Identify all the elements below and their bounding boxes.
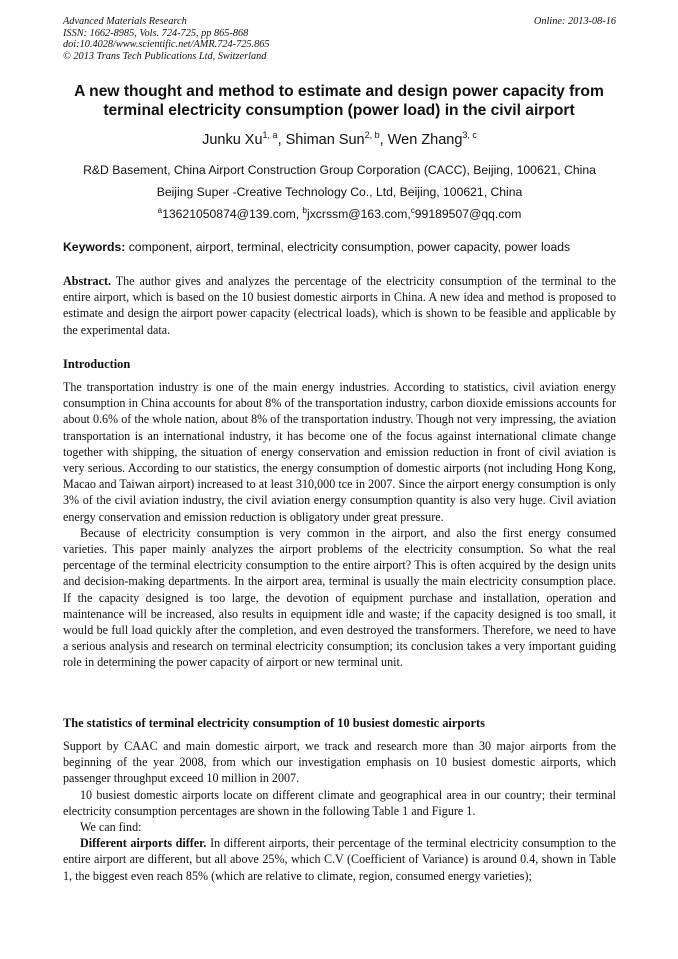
introduction-body [63,379,616,671]
author-separator: , [277,131,286,148]
statistics-paragraph [63,835,616,884]
author-affiliation-mark: 1, a [262,130,278,140]
statistics-paragraph: 10 busiest domestic airports locate on different climate and geographical area in our country; their terminal electricity consumption percentages are shown in the following Table 1 and Figure 1. [63,787,616,818]
statistics-heading: The statistics of terminal electricity consumption of 10 busiest domestic airports [63,716,485,730]
author-name: Junku Xu [202,131,263,148]
introduction-heading: Introduction [63,357,131,371]
author-separator: , [379,131,388,148]
journal-header [63,16,616,62]
author-name: Wen Zhang [387,131,463,148]
finding-text: In different airports, their percentage of the terminal electricity consumption to the entire airport are different, but all above 25%, which C.V (Coefficient of Variance) is around 0.4, shown in Table 1, the biggest even reach 85% (which are relative to climate, region, consumed energy varieties); [63,836,616,883]
keywords [63,240,616,254]
journal-name: Advanced Materials Research [63,16,187,27]
email: 99189507@qq.com [414,207,522,222]
online-date: Online: 2013-08-16 [533,16,616,27]
journal-issn: ISSN: 1662-8985, Vols. 724-725, pp 865-868 [63,27,249,39]
introduction-paragraph: Because of electricity consumption is very common in the airport, and also the first energy consumed varieties. This paper mainly analyzes the airport problems of the electricity consumption. So what the real percentage of the terminal electricity consumption to the entire airport? This is often acquired by the design units and decision-making departments. In the airport area, terminal is usually the main electricity consumption place. If the capacity designed is too large, the devotion of equipment purchase and installation, operation and maintenance will be increased, also results in equipment idle and waste; if the capacity designed is too small, it would be full load quickly after the completion, and even destroyed the transformers. Therefore, we need to have a serious analysis and research on terminal electricity consumption; its conclusion takes a very important guiding role in determining the power capacity of airport or new terminal unit. [63,525,616,670]
email-mark: b [302,206,307,215]
affiliation-1: R&D Basement, China Airport Construction Group Corporation (CACC), Beijing, 100621, China [83,163,596,177]
email: jxcrssm@163.com, [306,207,411,222]
author-name: Shiman Sun [285,131,365,148]
statistics-body [63,738,616,884]
abstract-label: Abstract. [63,274,112,288]
affiliation-2: Beijing Super -Creative Technology Co., Ltd, Beijing, 100621, China [156,185,523,199]
email-mark: c [410,206,415,215]
statistics-paragraph: We can find: [80,820,142,835]
journal-doi: doi:10.4028/www.scientific.net/AMR.724-725.865 [63,39,270,50]
email-mark: a [157,206,163,215]
journal-copyright: © 2013 Trans Tech Publications Ltd, Switzerland [63,50,267,62]
introduction-paragraph: The transportation industry is one of the main energy industries. According to statistics, civil aviation energy consumption in China accounts for about 8% of the transportation industry, carbon dioxide emissions accounts for about 0.6% of the whole nation, about 8% of the transportation industry. Though not very impressing, the aviation transportation is an international industry, it has become one of the focus against international climate change together with shipping, the situation of energy conservation and emission reduction in front of civil aviation is very serious. According to our statistics, the energy consumption of domestic airports (not including Hong Kong, Macao and Taiwan airport) increased to at least 310,000 tce in 2007. Since the airport energy consumption is only 3% of the civil aviation industry, the civil aviation energy consumption quantity is also very huge. Civil aviation energy conservation and emission reduction is obligatory under great pressure. [63,380,616,524]
abstract [63,273,616,338]
author-list [63,130,616,148]
email: 13621050874@139.com, [162,207,303,222]
abstract-text: The author gives and analyzes the percentage of the electricity consumption of the terminal to the entire airport, which is based on the 10 busiest domestic airports in China. A new idea and method is proposed to estimate and design the airport power capacity (electrical loads), which is shown to be feasible and applicable by the experimental data. [63,274,616,337]
paper-title: A new thought and method to estimate and design power capacity from terminal electricity consumption (power load) in the civil airport [74,83,604,119]
author-affiliation-mark: 2, b [364,130,380,140]
author-emails [63,206,616,221]
finding-label: Different airports differ. [80,836,207,851]
keywords-label: Keywords: [63,240,126,254]
author-affiliation-mark: 3, c [462,130,477,140]
statistics-paragraph: Support by CAAC and main domestic airport, we track and research more than 30 major airports from the beginning of the year 2008, from which our investigation emphasis on 10 busiest domestic airports, which passenger throughput exceed 10 million in 2007. [63,739,616,786]
keywords-text: component, airport, terminal, electricity consumption, power capacity, power loads [125,240,571,254]
